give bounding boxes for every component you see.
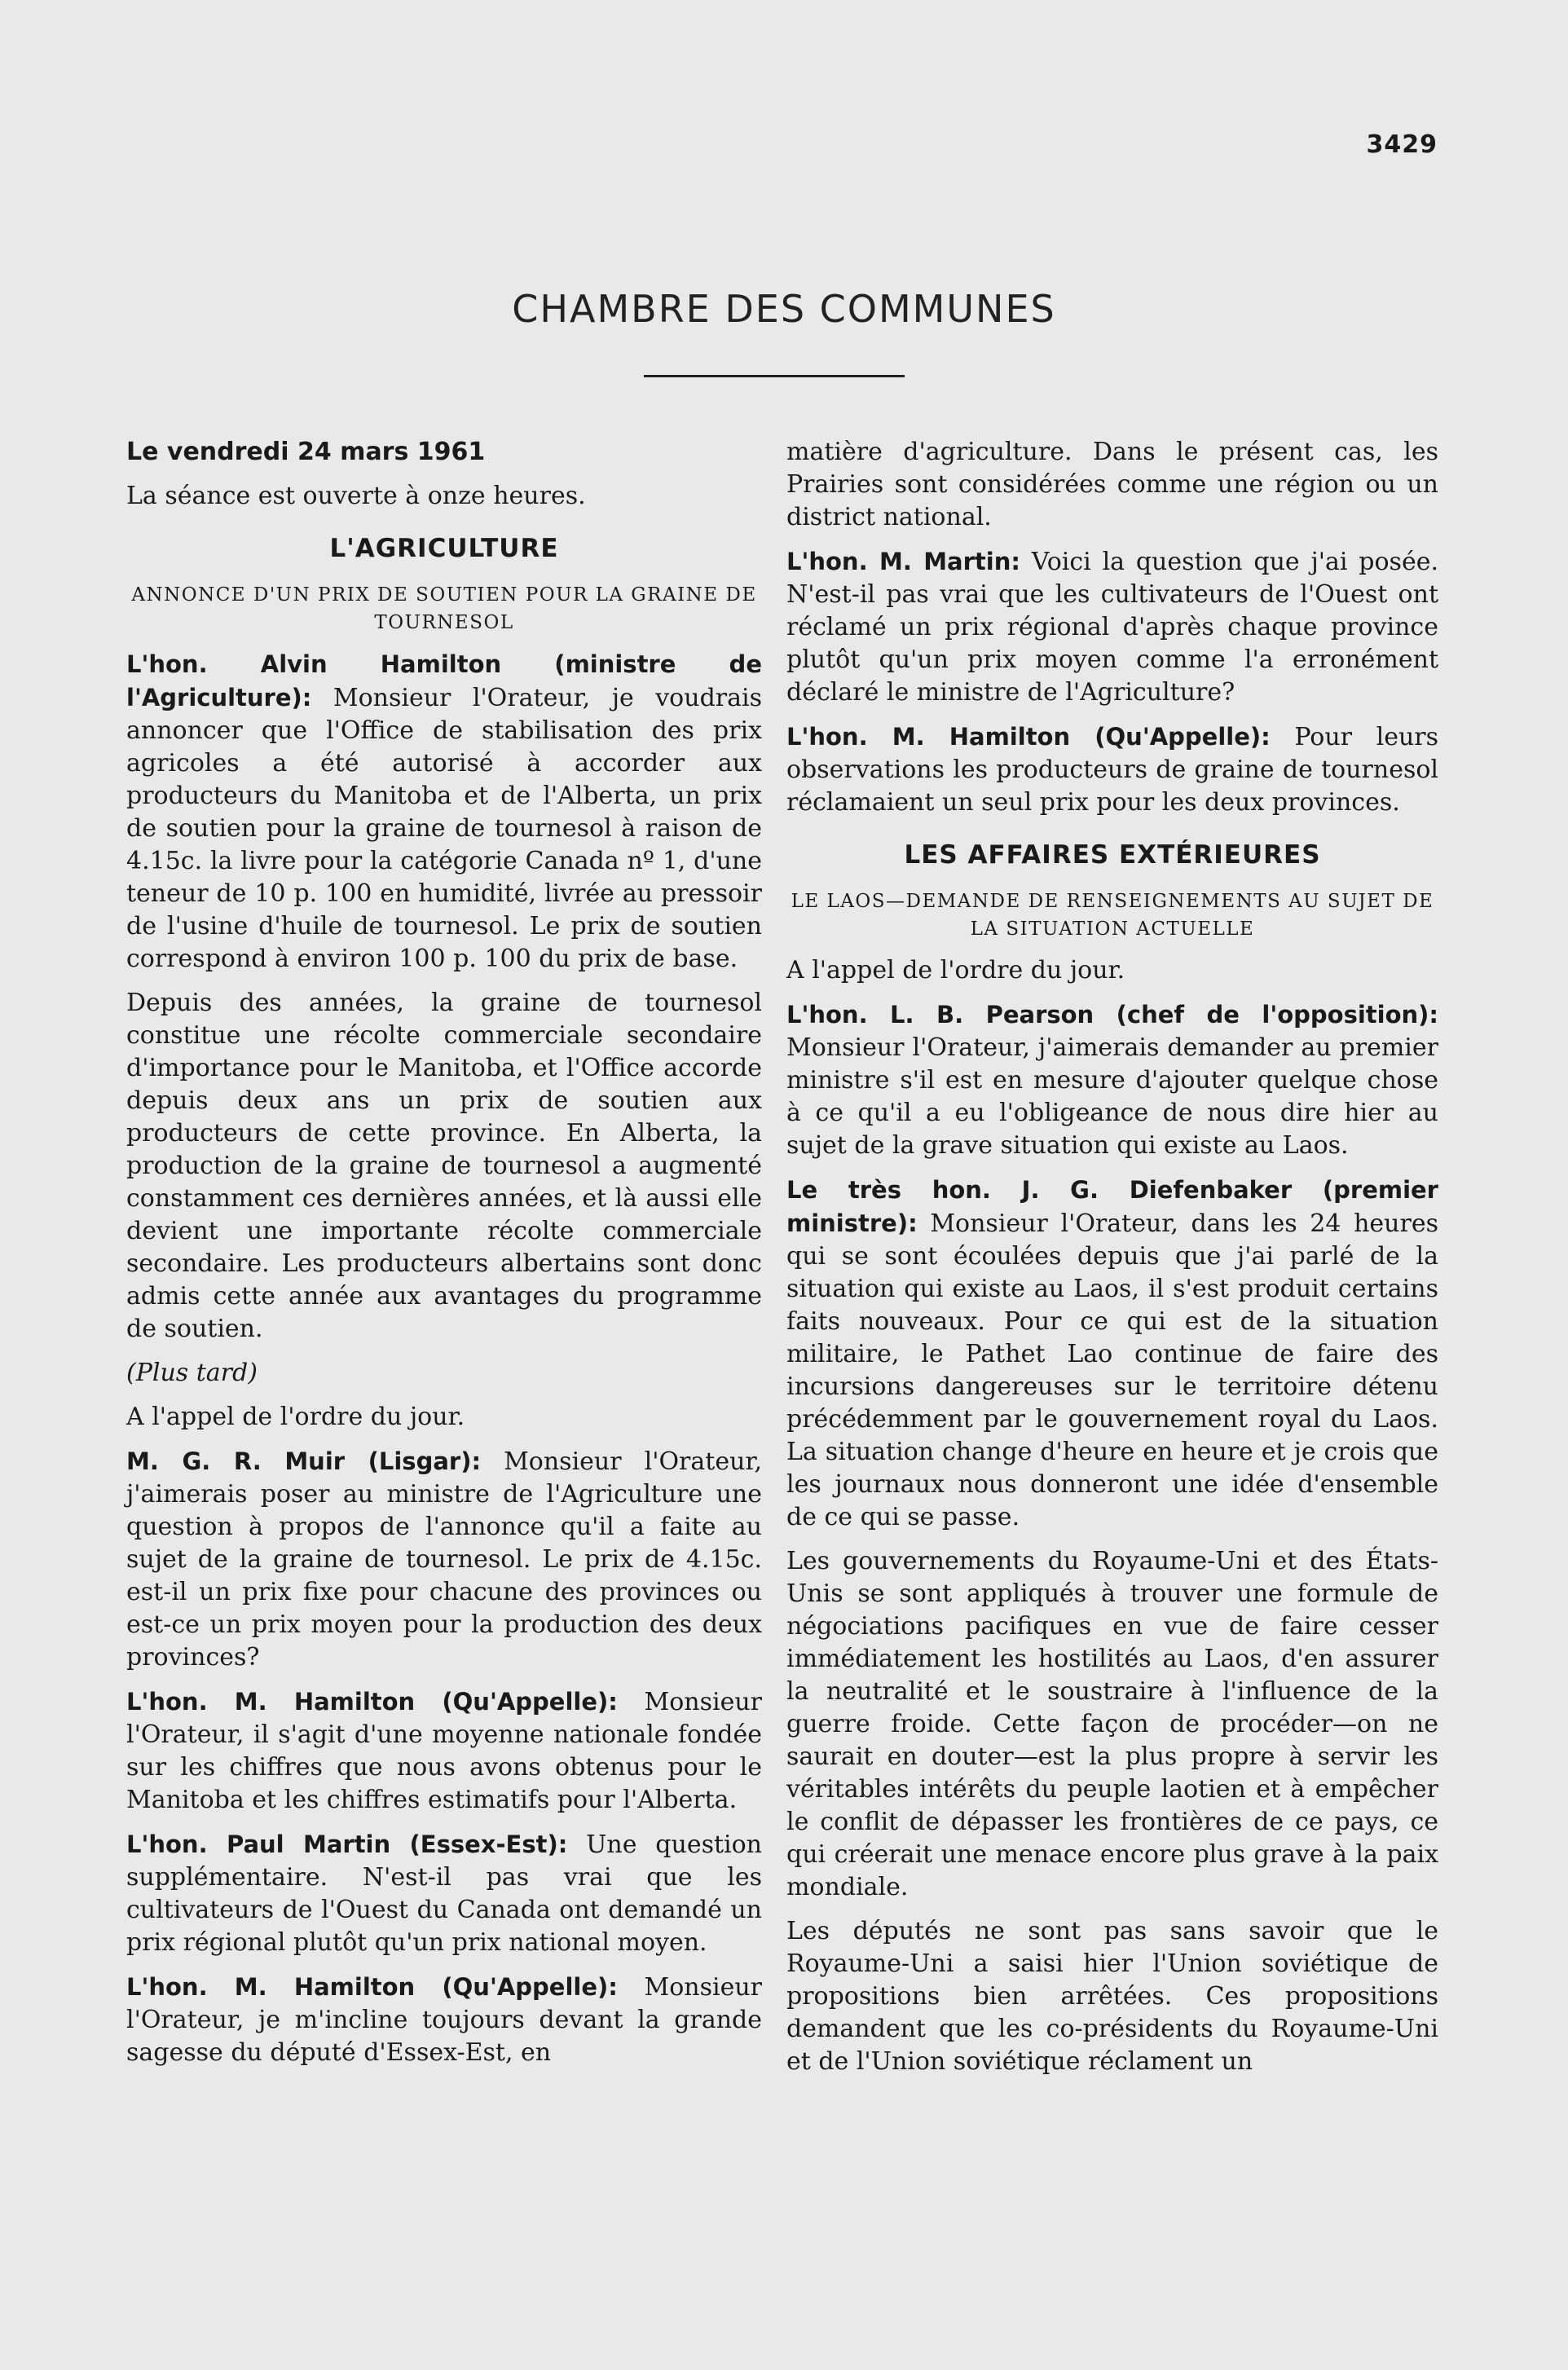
speaker-name: L'hon. M. Hamilton (Qu'Appelle): (126, 1973, 618, 2001)
title-divider (644, 375, 905, 377)
speaker-name: L'hon. Alvin Hamilton (ministre de l'Agriculture): (126, 650, 762, 711)
speech-text: Monsieur l'Orateur, je m'incline toujours devant la grande sagesse du député d'Essex-Est, en (126, 1973, 762, 2067)
speaker-name: L'hon. M. Hamilton (Qu'Appelle): (126, 1688, 618, 1716)
paragraph (126, 1971, 762, 2069)
paragraph (786, 545, 1438, 709)
subheading-sunflower: ANNONCE D'UN PRIX DE SOUTIEN POUR LA GRAINE DE TOURNESOL (131, 584, 757, 633)
paragraph: Les députés ne sont pas sans savoir que le Royaume-Uni a saisi hier l'Union soviétique de propositions bien arrêtées. Ces propositions demandent que les co-présidents du Royaume-Uni et de l'Union soviétique réclament un (786, 1917, 1438, 2076)
right-column (786, 436, 1438, 2090)
section-heading-external-affairs: LES AFFAIRES EXTÉRIEURES (904, 840, 1321, 870)
paragraph (126, 1445, 762, 1674)
speech-text: Voici la question que j'ai posée. N'est-il pas vrai que les cultivateurs de l'Ouest ont réclamé un prix régional d'après chaque province plutôt qu'un prix moyen comme l'a erronément déclaré le ministre de l'Agriculture? (786, 548, 1438, 707)
page-title: CHAMBRE DES COMMUNES (512, 287, 1056, 331)
speech-text: Monsieur l'Orateur, j'aimerais demander au premier ministre s'il est en mesure d'ajouter quelque chose à ce qu'il a eu l'obligeance de nous dire hier au sujet de la grave situation qui existe au Laos. (786, 1033, 1438, 1160)
paragraph (786, 720, 1438, 819)
speech-text: Monsieur l'Orateur, je voudrais annoncer que l'Office de stabilisation des prix agricoles a été autorisé à accorder aux producteurs du Manitoba et de l'Alberta, un prix de soutien pour la graine de tournesol à raison de 4.15c. la livre pour la catégorie Canada nº 1, d'une teneur de 10 p. 100 en humidité, livrée au pressoir de l'usine d'huile de tournesol. Le prix de soutien correspond à environ 100 p. 100 du prix de base. (126, 684, 762, 973)
left-column (126, 436, 762, 2081)
speech-text: Une question supplémentaire. N'est-il pas vrai que les cultivateurs de l'Ouest du Canada ont demandé un prix régional plutôt qu'un prix national moyen. (126, 1830, 763, 1957)
page-number: 3429 (1366, 130, 1438, 159)
speaker-name: L'hon. L. B. Pearson (chef de l'opposition): (786, 1001, 1438, 1029)
opening-line: La séance est ouverte à onze heures. (126, 482, 586, 510)
subheading-laos: LE LAOS—DEMANDE DE RENSEIGNEMENTS AU SUJET DE LA SITUATION ACTUELLE (791, 891, 1434, 940)
paragraph (126, 1828, 762, 1959)
speaker-name: L'hon. Paul Martin (Essex-Est): (126, 1830, 568, 1858)
paragraph: matière d'agriculture. Dans le présent cas, les Prairies sont considérées comme une région ou un district national. (786, 438, 1438, 531)
later-note: (Plus tard) (126, 1359, 258, 1387)
paragraph: Les gouvernements du Royaume-Uni et des États-Unis se sont appliqués à trouver une formule de négociations pacifiques en vue de faire cesser immédiatement les hostilités au Laos, d'en assurer la neutralité et le soustraire à l'influence de la guerre froide. Cette façon de procéder—on ne saurait en douter—est la plus propre à servir les véritables intérêts du peuple laotien et à empêcher le conflit de dépasser les frontières de ce pays, ce qui créerait une menace encore plus grave à la paix mondiale. (786, 1547, 1438, 1901)
paragraph (786, 1174, 1438, 1534)
speaker-name: M. G. R. Muir (Lisgar): (126, 1447, 482, 1475)
speech-text: Monsieur l'Orateur, il s'agit d'une moyenne nationale fondée sur les chiffres que nous avons obtenus pour le Manitoba et les chiffres estimatifs pour l'Alberta. (126, 1688, 762, 1814)
speech-text: Pour leurs observations les producteurs de graine de tournesol réclamaient un seul prix pour les deux provinces. (786, 723, 1438, 817)
speaker-name: L'hon. M. Hamilton (Qu'Appelle): (786, 723, 1271, 751)
order-call: A l'appel de l'ordre du jour. (786, 956, 1125, 985)
speaker-name: L'hon. M. Martin: (786, 548, 1020, 575)
paragraph (126, 1685, 762, 1817)
paragraph (786, 998, 1438, 1162)
speech-text: Monsieur l'Orateur, dans les 24 heures qui se sont écoulées depuis que j'ai parlé de la situation qui existe au Laos, il s'est produit certains faits nouveaux. Pour ce qui est de la situation militaire, le Pathet Lao continue de faire des incursions dangereuses sur le territoire détenu précédemment par le gouvernement royal du Laos. La situation change d'heure en heure et je crois que les journaux nous donneront une idée d'ensemble de ce qui se passe. (786, 1209, 1438, 1531)
speech-text: Monsieur l'Orateur, j'aimerais poser au ministre de l'Agriculture une question à propos de l'annonce qu'il a faite au sujet de la graine de tournesol. Le prix de 4.15c. est-il un prix fixe pour chacune des provinces ou est-ce un prix moyen pour la production des deux provinces? (126, 1447, 762, 1672)
speaker-name: Le très hon. J. G. Diefenbaker (premier ministre): (786, 1176, 1438, 1237)
order-call: A l'appel de l'ordre du jour. (126, 1403, 465, 1431)
paragraph: Depuis des années, la graine de tournesol constitue une récolte commerciale secondaire d'importance pour le Manitoba, et l'Office accorde depuis deux ans un prix de soutien aux producteurs de cette province. En Alberta, la production de la graine de tournesol a augmenté constamment ces dernières années, et là aussi elle devient une importante récolte commerciale secondaire. Les producteurs albertains sont donc admis cette année aux avantages du programme de soutien. (126, 989, 762, 1343)
section-heading-agriculture: L'AGRICULTURE (329, 534, 559, 563)
sitting-date: Le vendredi 24 mars 1961 (126, 438, 486, 466)
paragraph (126, 648, 762, 976)
